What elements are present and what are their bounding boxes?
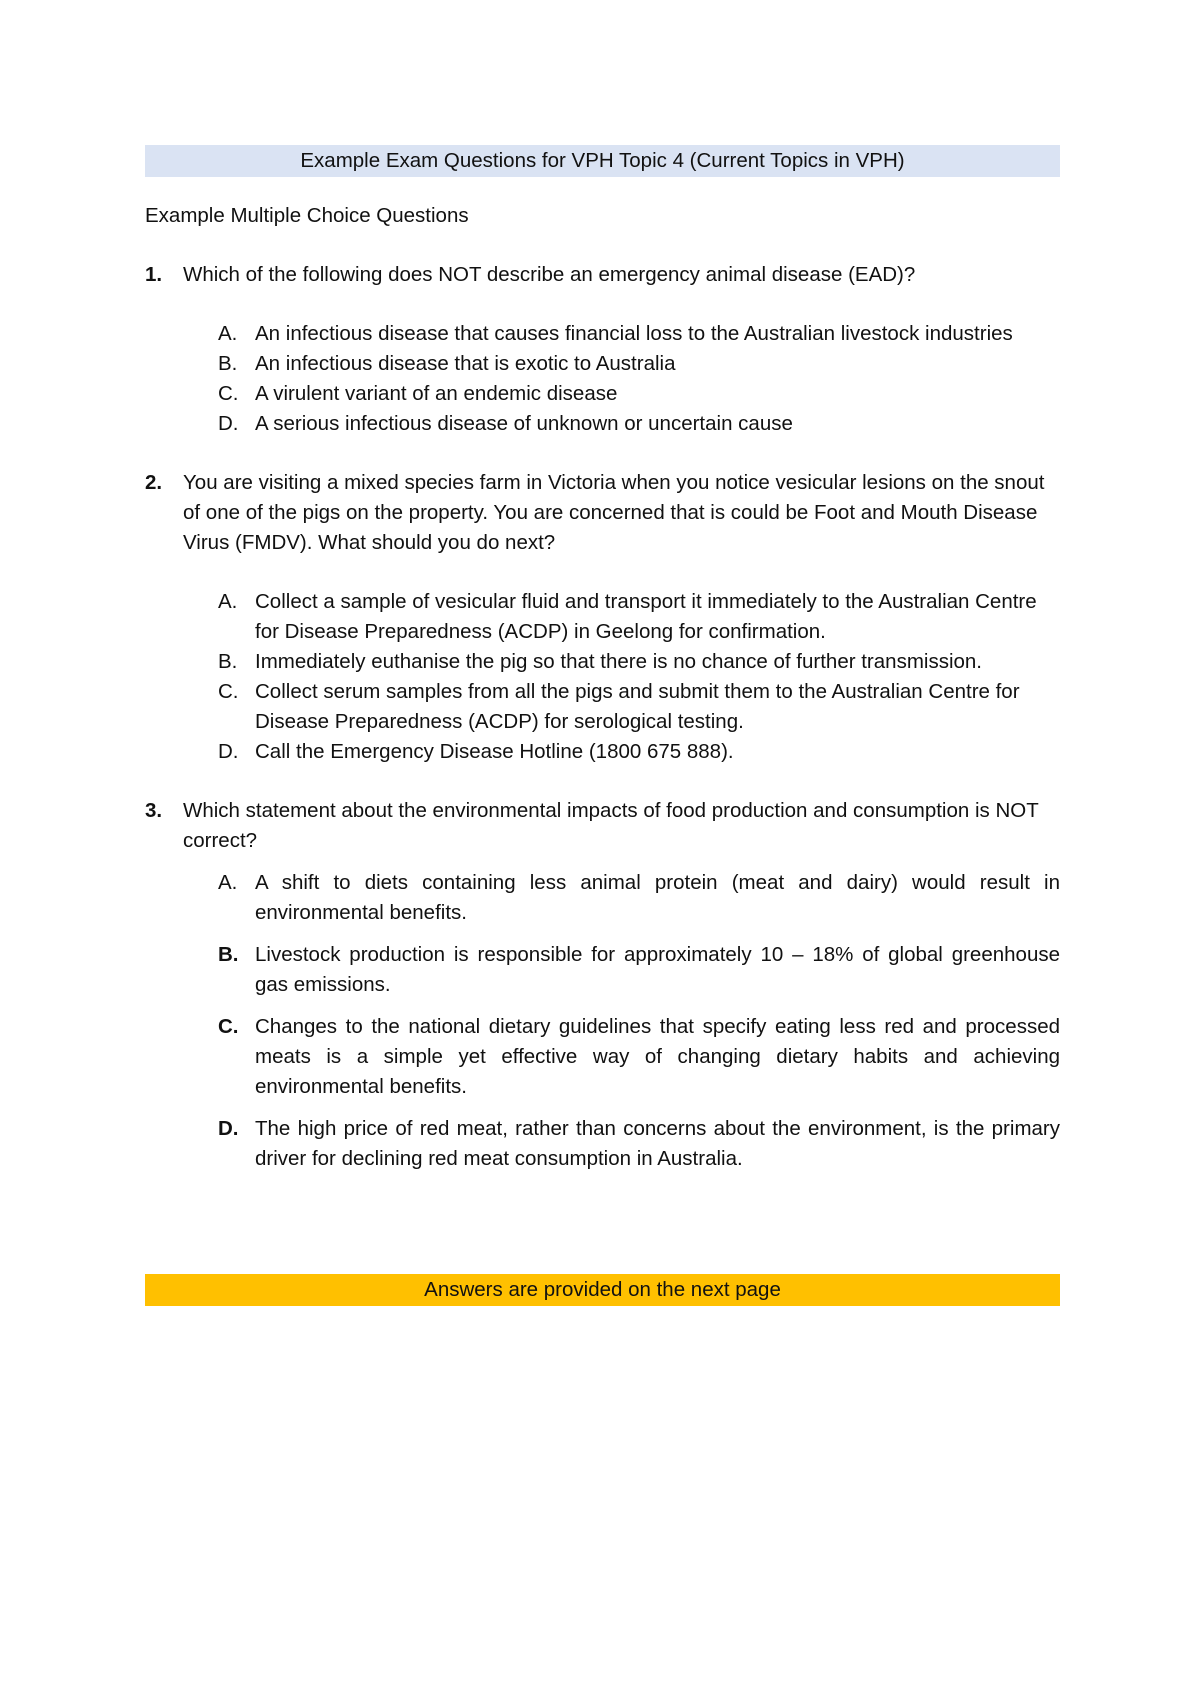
question-3-options <box>145 868 1060 1174</box>
option-a <box>218 319 1060 349</box>
option-text: Changes to the national dietary guidelines that specify eating less red and processed meats is a simple yet effective way of changing dietary habits and achieving environmental benefits. <box>255 1015 1060 1098</box>
question-number: 1. <box>145 263 163 286</box>
question-2-options <box>145 587 1060 767</box>
document-page <box>145 145 1060 1186</box>
question-2 <box>145 468 1060 558</box>
option-a <box>218 587 1060 647</box>
option-letter: B. <box>218 650 238 673</box>
option-text: Immediately euthanise the pig so that there is no chance of further transmission. <box>255 650 982 673</box>
question-text: Which of the following does NOT describe an emergency animal disease (EAD)? <box>183 263 916 286</box>
option-text: Call the Emergency Disease Hotline (1800 675 888). <box>255 740 734 763</box>
option-d <box>218 737 1060 767</box>
option-c <box>218 379 1060 409</box>
option-letter: B. <box>218 352 238 375</box>
question-number: 3. <box>145 799 163 822</box>
option-letter: A. <box>218 590 238 613</box>
option-text: A shift to diets containing less animal protein (meat and dairy) would result in environmental benefits. <box>255 871 1060 924</box>
option-text: Collect serum samples from all the pigs and submit them to the Australian Centre for Disease Preparedness (ACDP) for serological testing. <box>255 680 1020 733</box>
option-d <box>218 1114 1060 1174</box>
option-letter: D. <box>218 1117 239 1140</box>
option-c <box>218 1012 1060 1102</box>
option-text: A serious infectious disease of unknown or uncertain cause <box>255 412 793 435</box>
option-b <box>218 349 1060 379</box>
option-text: Livestock production is responsible for approximately 10 – 18% of global greenhouse gas emissions. <box>255 943 1060 996</box>
document-title: Example Exam Questions for VPH Topic 4 (Current Topics in VPH) <box>145 145 1060 177</box>
question-text: Which statement about the environmental impacts of food production and consumption is NOT correct? <box>183 799 1039 852</box>
option-letter: B. <box>218 943 239 966</box>
option-letter: A. <box>218 871 238 894</box>
option-text: A virulent variant of an endemic disease <box>255 382 618 405</box>
option-d <box>218 409 1060 439</box>
option-letter: D. <box>218 412 239 435</box>
question-3 <box>145 796 1060 856</box>
option-a <box>218 868 1060 928</box>
option-letter: C. <box>218 680 239 703</box>
option-letter: D. <box>218 740 239 763</box>
section-heading: Example Multiple Choice Questions <box>145 204 469 227</box>
option-letter: C. <box>218 382 239 405</box>
option-text: An infectious disease that causes financial loss to the Australian livestock industries <box>255 322 1013 345</box>
option-letter: A. <box>218 322 238 345</box>
option-c <box>218 677 1060 737</box>
answer-note-banner: Answers are provided on the next page <box>145 1274 1060 1306</box>
option-letter: C. <box>218 1015 239 1038</box>
question-1-options <box>145 319 1060 439</box>
question-number: 2. <box>145 471 163 494</box>
question-1 <box>145 260 1060 290</box>
option-text: An infectious disease that is exotic to Australia <box>255 352 676 375</box>
option-text: Collect a sample of vesicular fluid and transport it immediately to the Australian Centre for Disease Preparedness (ACDP) in Geelong for confirmation. <box>255 590 1037 643</box>
option-b <box>218 647 1060 677</box>
option-b <box>218 940 1060 1000</box>
question-text: You are visiting a mixed species farm in Victoria when you notice vesicular lesions on the snout of one of the pigs on the property. You are concerned that is could be Foot and Mouth Disease Virus (FMDV). What should you do next? <box>183 471 1045 554</box>
option-text: The high price of red meat, rather than concerns about the environment, is the primary driver for declining red meat consumption in Australia. <box>255 1117 1060 1170</box>
